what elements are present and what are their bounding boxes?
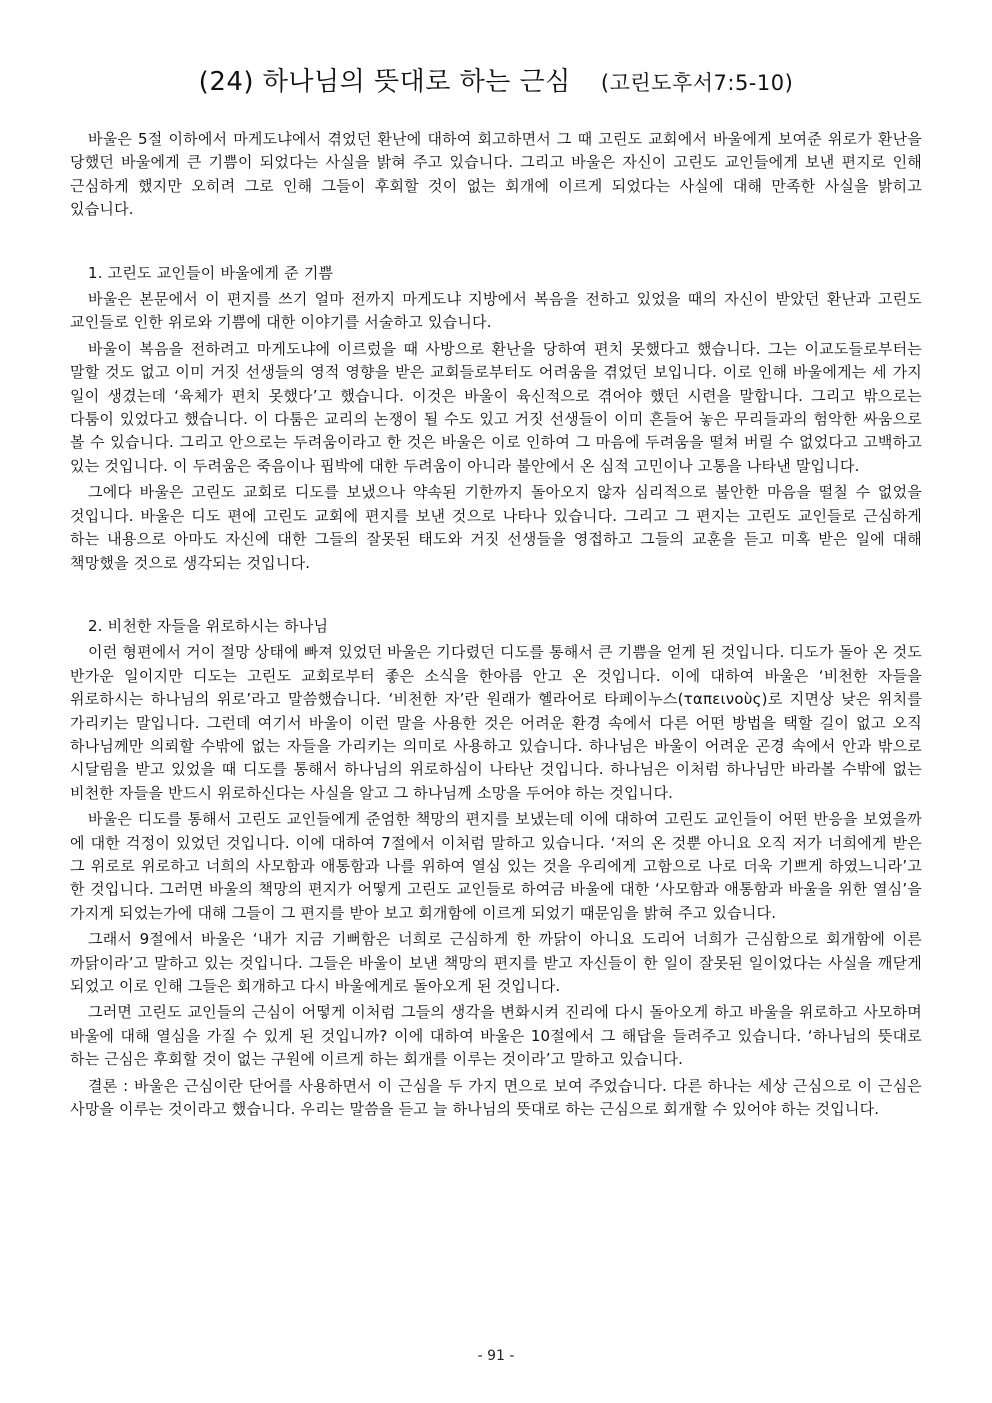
- title-main: (24) 하나님의 뜻대로 하는 근심: [198, 67, 571, 97]
- body-paragraph: 이런 형편에서 거이 절망 상태에 빠져 있었던 바울은 기다렸던 디도를 통해서 큰 기쁨을 얻게 된 것입니다. 디도가 돌아 온 것도 반가운 일이지만 디도는 고린도 교회로부터 좋은 소식을 한아름 안고 온 것입니다. 이에 대하여 바울은 ‘비천한 자들을 위로하시는 하나님의 위로’라고 말씀했습니다. ‘비천한 자’란 원래가 헬라어로 타페이누스(ταπεινοὺς)로 지면상 낮은 위치를 가리키는 말입니다. 그런데 여기서 바울이 이런 말을 사용한 것은 어려운 환경 속에서 다른 어떤 방법을 택할 길이 없고 오직 하나님께만 의뢰할 수밖에 없는 자들을 가리키는 의미로 사용하고 있습니다. 하나님은 바울이 어려운 곤경 속에서 안과 밖으로 시달림을 받고 있었을 때 디도를 통해서 하나님의 위로하심이 나타난 것입니다. 하나님은 이처럼 하나님만 바라볼 수밖에 없는 비천한 자들을 반드시 위로하신다는 사실을 알고 그 하나님께 소망을 두어야 하는 것입니다.: [70, 643, 922, 802]
- title-reference: (고린도후서7:5-10): [600, 71, 794, 95]
- conclusion-paragraph: 결론 : 바울은 근심이란 단어를 사용하면서 이 근심을 두 가지 면으로 보여 주었습니다. 다른 하나는 세상 근심으로 이 근심은 사망을 이루는 것이라고 했습니다. 우리는 말씀을 듣고 늘 하나님의 뜻대로 하는 근심으로 회개할 수 있어야 하는 것입니다.: [70, 1076, 922, 1119]
- body-paragraph: 그러면 고린도 교인들의 근심이 어떻게 이처럼 그들의 생각을 변화시켜 진리에 다시 돌아오게 하고 바울을 위로하고 사모하며 바울에 대해 열심을 가질 수 있게 된 것입니까? 이에 대하여 바울은 10절에서 그 해답을 들려주고 있습니다. ‘하나님의 뜻대로 하는 근심은 후회할 것이 없는 구원에 이르게 하는 회개를 이루는 것이라’고 말하고 있습니다.: [70, 1003, 922, 1069]
- body-paragraph: 바울은 디도를 통해서 고린도 교인들에게 준엄한 책망의 편지를 보냈는데 이에 대하여 고린도 교인들이 어떤 반응을 보였을까 에 대한 걱정이 있었던 것입니다. 이에 대하여 7절에서 이처럼 말하고 있습니다. ‘저의 온 것뿐 아니요 오직 저가 너희에게 받은 그 위로로 위로하고 너희의 사모함과 애통함과 나를 위하여 열심 있는 것을 우리에게 고함으로 나로 더욱 기쁘게 하였느니라’고 한 것입니다. 그러면 바울의 책망의 편지가 어떻게 고린도 교인들로 하여금 바울에 대한 ‘사모함과 애통함과 바울을 위한 열심’을 가지게 되었는가에 대해 그들이 그 편지를 받아 보고 회개함에 이르게 되었기 때문임을 밝혀 주고 있습니다.: [70, 810, 922, 922]
- body-paragraph: 바울이 복음을 전하려고 마게도냐에 이르렀을 때 사방으로 환난을 당하여 편치 못했다고 했습니다. 그는 이교도들로부터는 말할 것도 없고 이미 거짓 선생들의 영적 영향을 받은 교회들로부터도 어려움을 겪었던 보입니다. 이로 인해 바울에게는 세 가지 일이 생겼는데 ‘육체가 편치 못했다’고 했습니다. 이것은 바울이 육신적으로 겪어야 했던 시련을 말합니다. 그리고 밖으로는 다툼이 있었다고 했습니다. 이 다툼은 교리의 논쟁이 될 수도 있고 거짓 선생들이 이미 흔들어 놓은 무리들과의 험악한 싸움으로 볼 수 있습니다. 그리고 안으로는 두려움이라고 한 것은 바울은 이로 인하여 그 마음에 두려움을 떨쳐 버릴 수 없었다고 고백하고 있는 것입니다. 이 두려움은 죽음이나 핍박에 대한 두려움이 아니라 불안에서 온 심적 고민이나 고통을 나타낸 말입니다.: [70, 339, 922, 475]
- body-paragraph: 그에다 바울은 고린도 교회로 디도를 보냈으나 약속된 기한까지 돌아오지 않자 심리적으로 불안한 마음을 떨칠 수 없었을 것입니다. 바울은 디도 편에 고린도 교회에 편지를 보낸 것으로 나타나 있습니다. 그리고 그 편지는 고린도 교인들로 근심하게 하는 내용으로 아마도 자신에 대한 그들의 잘못된 태도와 거짓 선생들을 영접하고 그들의 교훈을 듣고 미혹 받은 일에 대해 책망했을 것으로 생각되는 것입니다.: [70, 483, 922, 572]
- section-heading-2: 2. 비천한 자들을 위로하시는 하나님: [88, 616, 329, 635]
- section-gap: [70, 578, 922, 615]
- page-number: - 91 -: [477, 1348, 515, 1364]
- section-heading-1: 1. 고린도 교인들이 바울에게 준 기쁨: [88, 263, 334, 282]
- page-title: [0, 62, 992, 103]
- section-gap: [70, 225, 922, 262]
- document-body: [70, 128, 922, 1124]
- body-paragraph: 바울은 본문에서 이 편지를 쓰기 얼마 전까지 마게도냐 지방에서 복음을 전하고 있었을 때의 자신이 받았던 환난과 고린도 교인들로 인한 위로와 기쁨에 대한 이야기를 서술하고 있습니다.: [70, 290, 922, 332]
- intro-paragraph: 바울은 5절 이하에서 마게도냐에서 겪었던 환난에 대하여 회고하면서 그 때 고린도 교회에서 바울에게 보여준 위로가 환난을 당했던 바울에게 큰 기쁨이 되었다는 사실을 밝혀 주고 있습니다. 그리고 바울은 자신이 고린도 교인들에게 보낸 편지로 인해 근심하게 했지만 오히려 그로 인해 그들이 후회할 것이 없는 회개에 이르게 되었다는 사실에 대해 만족한 사실을 밝히고 있습니다.: [70, 130, 922, 219]
- body-paragraph: 그래서 9절에서 바울은 ‘내가 지금 기뻐함은 너희로 근심하게 한 까닭이 아니요 도리어 너희가 근심함으로 회개함에 이른 까닭이라’고 말하고 있는 것입니다. 그들은 바울이 보낸 책망의 편지를 받고 자신들이 한 일이 잘못된 일이었다는 사실을 깨닫게 되었고 이로 인해 그들은 회개하고 다시 바울에게로 돌아오게 된 것입니다.: [70, 930, 922, 995]
